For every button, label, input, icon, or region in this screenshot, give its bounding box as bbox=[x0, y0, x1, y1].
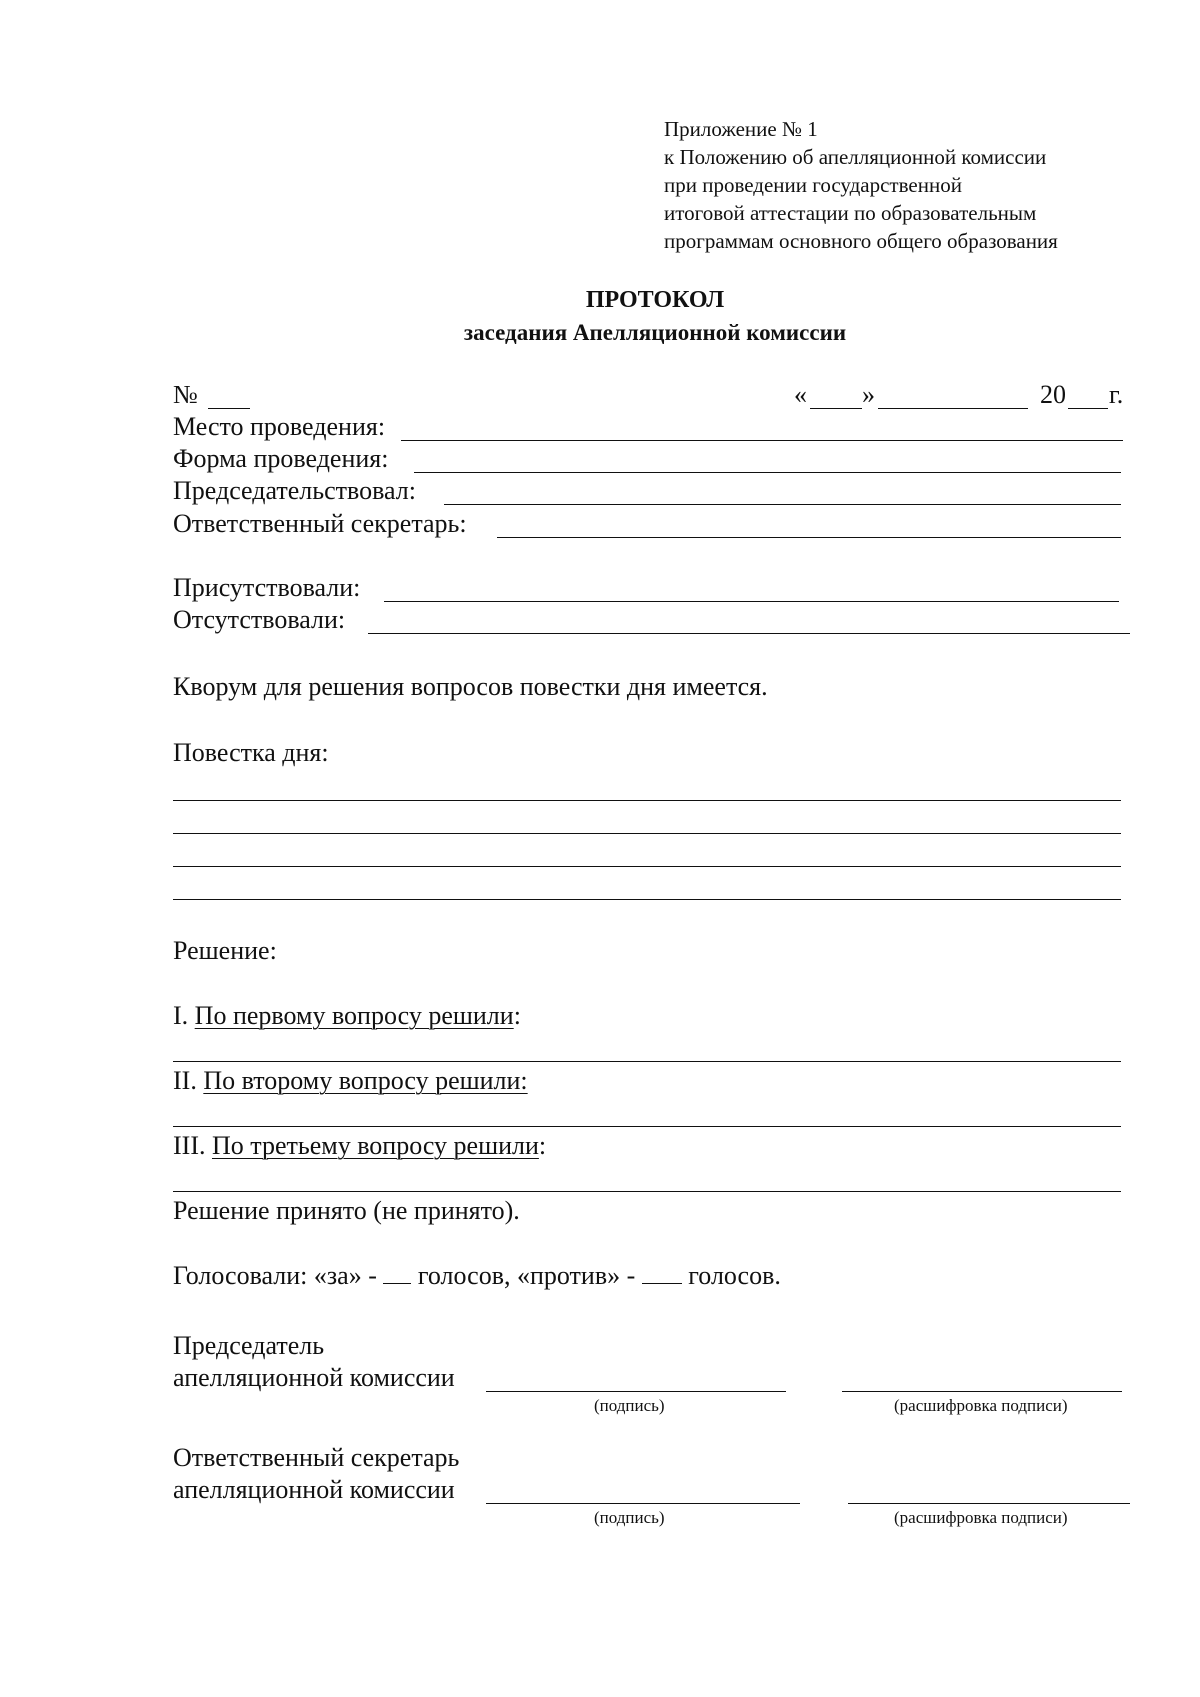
decoding-caption: (расшифровка подписи) bbox=[894, 1508, 1068, 1527]
quorum-text: Кворум для решения вопросов повестки дня имеется. bbox=[173, 672, 768, 701]
date-year-blank[interactable] bbox=[1068, 408, 1108, 409]
question-tail: : bbox=[538, 1131, 547, 1160]
number-blank[interactable] bbox=[208, 408, 250, 409]
signature-caption: (подпись) bbox=[594, 1508, 665, 1527]
votes-for-blank[interactable] bbox=[383, 1263, 411, 1284]
chairman-decoding-line[interactable] bbox=[842, 1391, 1122, 1392]
votes-against-blank[interactable] bbox=[642, 1263, 682, 1284]
agenda-line[interactable] bbox=[173, 800, 1121, 801]
present-label: Присутствовали: bbox=[173, 573, 361, 602]
agenda-line[interactable] bbox=[173, 833, 1121, 834]
chairman-title: Председатель bbox=[173, 1331, 325, 1360]
answer-line-2[interactable] bbox=[173, 1126, 1121, 1127]
date-year-prefix: 20 bbox=[1040, 380, 1066, 409]
question-tail: : bbox=[513, 1001, 521, 1030]
agenda-label: Повестка дня: bbox=[173, 738, 329, 767]
secretary-sign-subtitle: апелляционной комиссии bbox=[173, 1475, 455, 1504]
signature-caption: (подпись) bbox=[594, 1396, 665, 1415]
vote-middle: голосов, «против» - bbox=[417, 1261, 636, 1290]
appendix-note bbox=[664, 115, 1058, 255]
place-blank[interactable] bbox=[401, 440, 1123, 441]
question-2 bbox=[173, 1066, 528, 1096]
secretary-sign-title: Ответственный секретарь bbox=[173, 1443, 460, 1472]
absent-blank[interactable] bbox=[368, 633, 1130, 634]
appendix-line: Приложение № 1 bbox=[664, 117, 818, 141]
present-blank[interactable] bbox=[384, 601, 1119, 602]
answer-line-3[interactable] bbox=[173, 1191, 1121, 1192]
chair-blank[interactable] bbox=[444, 504, 1121, 505]
absent-label: Отсутствовали: bbox=[173, 605, 346, 634]
question-text: По первому вопросу решили bbox=[194, 1001, 514, 1030]
question-number: III. bbox=[173, 1131, 206, 1160]
vote-line bbox=[173, 1261, 781, 1291]
vote-prefix: Голосовали: «за» - bbox=[173, 1261, 377, 1290]
answer-line-1[interactable] bbox=[173, 1061, 1121, 1062]
secretary-blank[interactable] bbox=[497, 537, 1121, 538]
document-subtitle: заседания Апелляционной комиссии bbox=[463, 320, 847, 345]
form-blank[interactable] bbox=[414, 472, 1121, 473]
question-1 bbox=[173, 1001, 521, 1031]
secretary-decoding-line[interactable] bbox=[848, 1503, 1130, 1504]
place-label: Место проведения: bbox=[173, 412, 386, 441]
secretary-label: Ответственный секретарь: bbox=[173, 509, 467, 538]
vote-suffix: голосов. bbox=[688, 1261, 781, 1290]
decoding-caption: (расшифровка подписи) bbox=[894, 1396, 1068, 1415]
chairman-signature-line[interactable] bbox=[486, 1391, 786, 1392]
appendix-line: при проведении государственной bbox=[664, 173, 962, 197]
chair-label: Председательствовал: bbox=[173, 476, 416, 505]
date-close-quote: » bbox=[862, 380, 875, 409]
agenda-line[interactable] bbox=[173, 899, 1121, 900]
question-number: II. bbox=[173, 1066, 197, 1095]
question-number: I. bbox=[173, 1001, 189, 1030]
date-day-blank[interactable] bbox=[810, 408, 862, 409]
date-open-quote: « bbox=[794, 380, 807, 409]
appendix-line: к Положению об апелляционной комиссии bbox=[664, 145, 1047, 169]
question-text: По второму вопросу решили: bbox=[203, 1066, 528, 1095]
agenda-line[interactable] bbox=[173, 866, 1121, 867]
form-label: Форма проведения: bbox=[173, 444, 389, 473]
secretary-signature-line[interactable] bbox=[486, 1503, 800, 1504]
date-year-suffix: г. bbox=[1109, 380, 1124, 409]
chairman-subtitle: апелляционной комиссии bbox=[173, 1363, 455, 1392]
date-month-blank[interactable] bbox=[878, 408, 1028, 409]
number-label: № bbox=[173, 380, 198, 409]
question-3 bbox=[173, 1131, 546, 1161]
appendix-line: итоговой аттестации по образовательным bbox=[664, 201, 1037, 225]
document-title: ПРОТОКОЛ bbox=[585, 287, 725, 313]
appendix-line: программам основного общего образования bbox=[664, 229, 1058, 253]
decision-label: Решение: bbox=[173, 936, 277, 965]
decision-status: Решение принято (не принято). bbox=[173, 1196, 520, 1225]
question-text: По третьему вопросу решили bbox=[211, 1131, 539, 1160]
